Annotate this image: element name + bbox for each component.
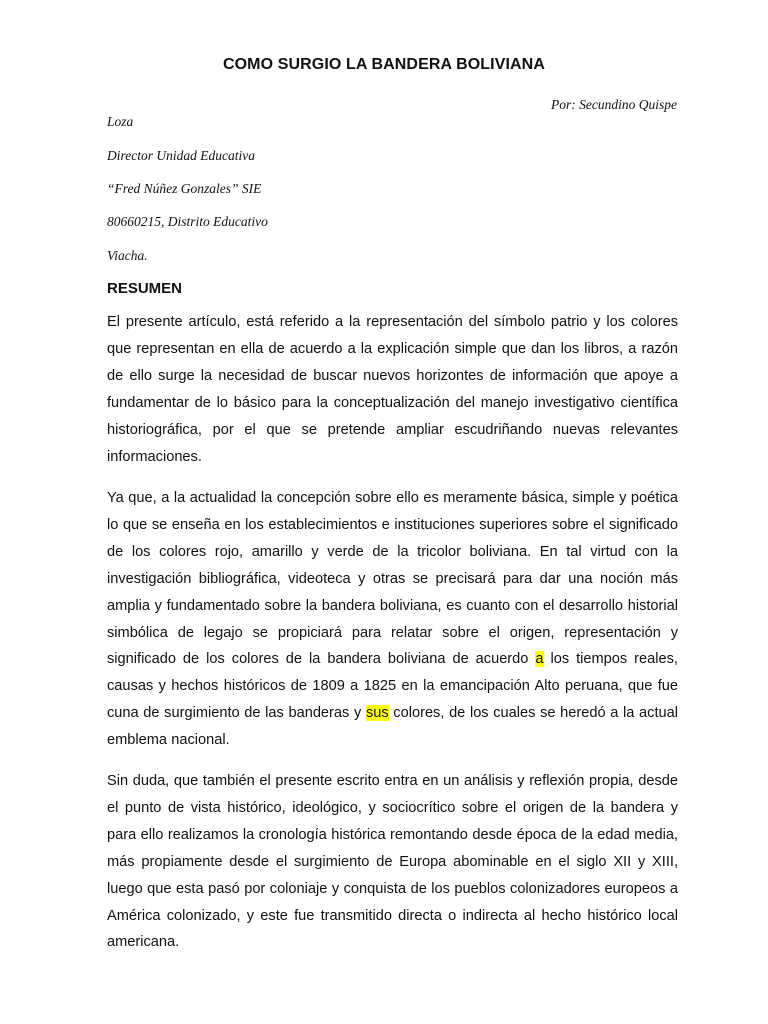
- author-line: Por: Secundino Quispe: [551, 97, 677, 112]
- author-line: Loza: [107, 114, 134, 129]
- author-line: Director Unidad Educativa: [107, 148, 255, 163]
- author-line: Viacha.: [107, 248, 148, 263]
- highlighted-text: a: [535, 651, 544, 668]
- author-line: 80660215, Distrito Educativo: [107, 214, 268, 229]
- section-heading: RESUMEN: [107, 280, 183, 297]
- document-title: COMO SURGIO LA BANDERA BOLIVIANA: [222, 56, 545, 73]
- paragraph: [107, 485, 678, 754]
- paragraph: El presente artículo, está referido a la representación del símbolo patrio y los colores que representan en ella de acuerdo a la explicación simple que dan los libros, a razón de ello surge la necesidad de buscar nuevos horizontes de información que apoye a fundamentar de lo básico para la conceptualización del manejo investigativo científica historiográfica, por el que se pretende ampliar escudriñando nuevas relevantes informaciones.: [107, 314, 678, 465]
- paragraph-text: los tiempos reales, causas y hechos históricos de 1809 a 1825 en la emancipación Alto peruana, que fue cuna de surgimiento de las banderas y: [107, 651, 678, 722]
- paragraph-text: Ya que, a la actualidad la concepción sobre ello es meramente básica, simple y poética lo que se enseña en los establecimientos e instituciones superiores sobre el significado de los colores rojo, amarillo y verde de la tricolor boliviana. En tal virtud con la investigación bibliográfica, videoteca y otras se precisará para dar una noción más amplia y fundamentado sobre la bandera boliviana, es cuanto con el desarrollo historial simbólica de legajo se propiciará para relatar sobre el origen, representación y significado de los colores de la bandera boliviana de acuerdo: [107, 490, 678, 668]
- paragraph-text: colores, de los cuales se heredó a la actual emblema nacional.: [107, 705, 678, 749]
- paragraph: Sin duda, que también el presente escrito entra en un análisis y reflexión propia, desde el punto de vista histórico, ideológico, y sociocrítico sobre el origen de la bandera y para ello realizamos la cronología histórica remontando desde época de la edad media, más propiamente desde el surgimiento de Europa abominable en el siglo XII y XIII, luego que esta pasó por coloniaje y conquista de los pueblos colonizadores europeos a América colonizado, y este fue transmitido directa o indirecta al hecho histórico local americana.: [107, 773, 678, 951]
- author-line: “Fred Núñez Gonzales” SIE: [107, 181, 262, 196]
- highlighted-text: sus: [365, 705, 389, 722]
